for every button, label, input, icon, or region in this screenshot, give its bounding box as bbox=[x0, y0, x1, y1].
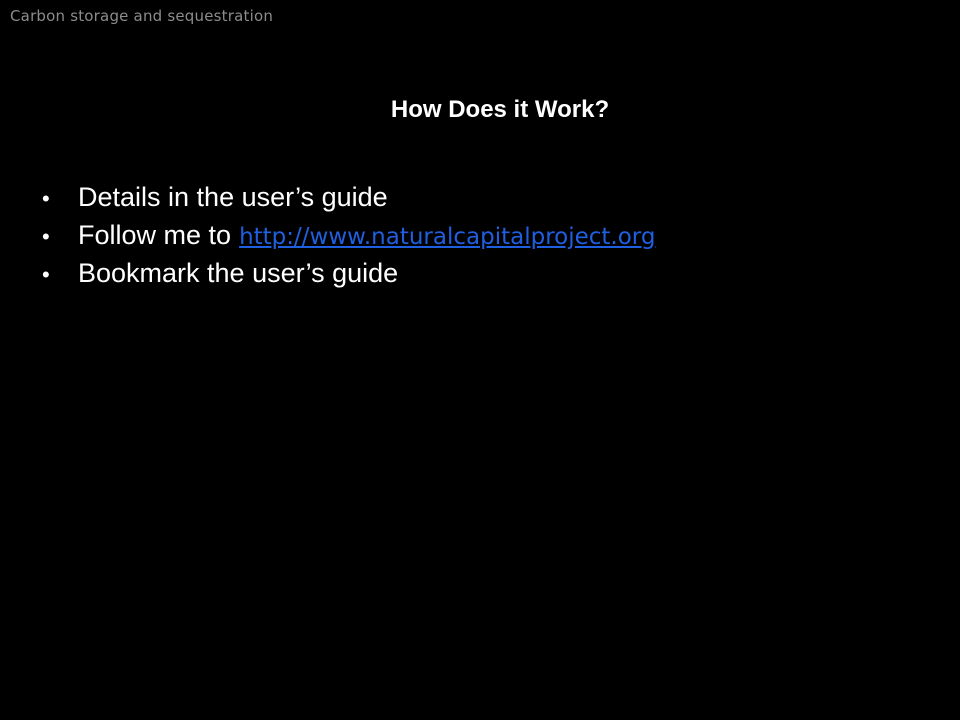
bullet-list bbox=[42, 182, 655, 296]
bullet-icon: • bbox=[42, 262, 50, 287]
bullet-text: Follow me to bbox=[78, 220, 232, 250]
slide-header-label: Carbon storage and sequestration bbox=[10, 7, 274, 25]
bullet-icon: • bbox=[42, 224, 50, 249]
bullet-icon: • bbox=[42, 186, 50, 211]
slide-title: How Does it Work? bbox=[390, 96, 610, 123]
bullet-item-details bbox=[42, 182, 655, 220]
natural-capital-project-link[interactable]: http://www.naturalcapitalproject.org bbox=[239, 224, 656, 250]
bullet-text: Bookmark the user’s guide bbox=[78, 258, 399, 288]
bullet-item-bookmark bbox=[42, 258, 655, 296]
bullet-item-follow bbox=[42, 220, 655, 258]
bullet-text: Details in the user’s guide bbox=[78, 182, 388, 212]
